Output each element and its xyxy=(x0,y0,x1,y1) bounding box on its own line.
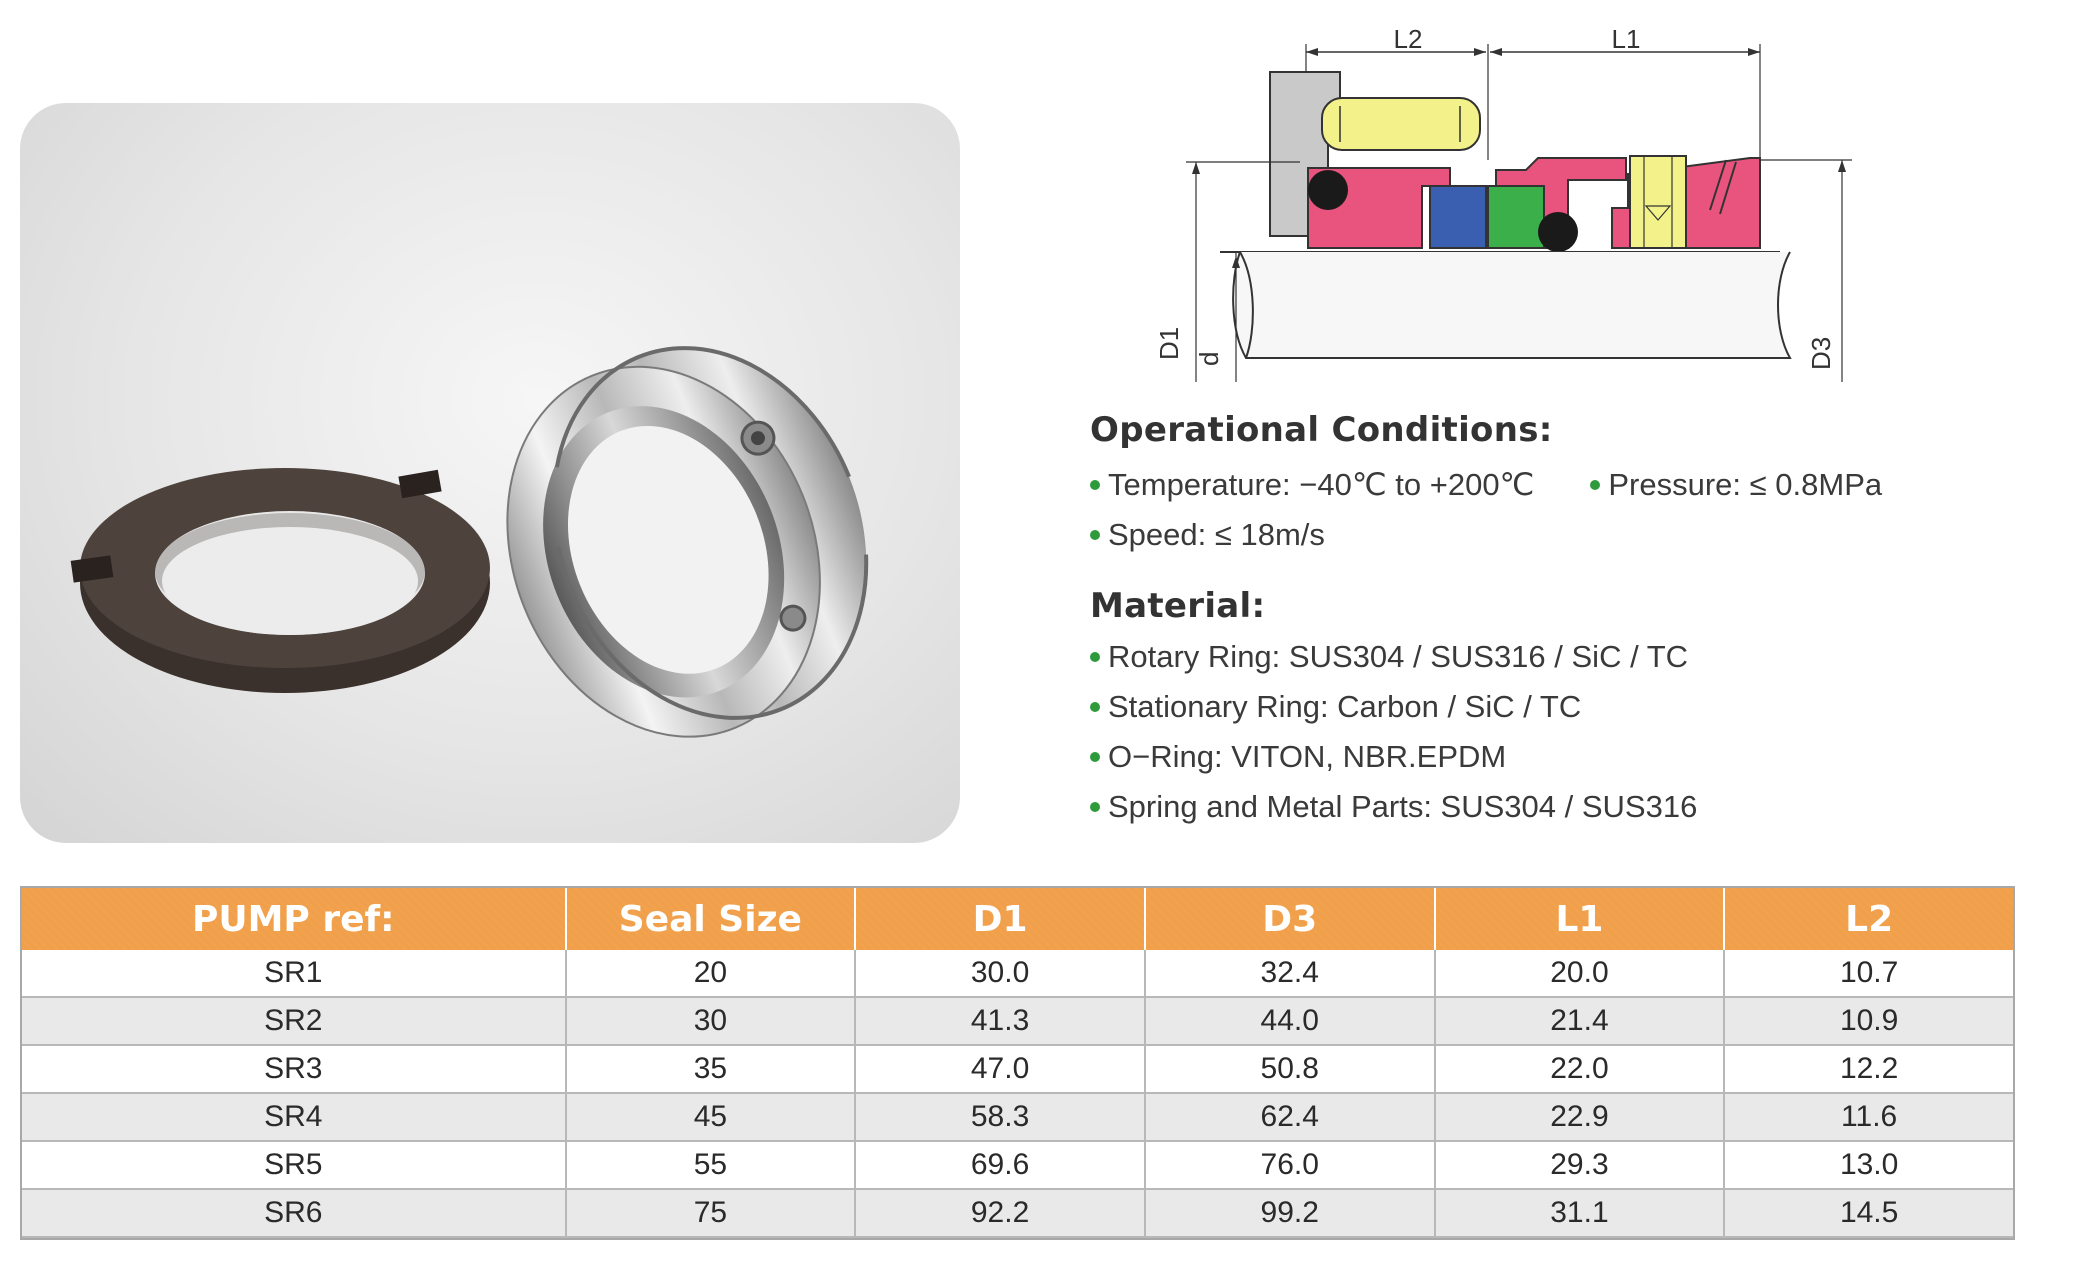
header-l1: L1 xyxy=(1435,888,1725,950)
header-l2: L2 xyxy=(1724,888,2013,950)
pressure-item xyxy=(1590,467,1882,503)
cell-l1: 21.4 xyxy=(1435,997,1725,1045)
table-row xyxy=(22,950,2013,997)
table-row xyxy=(22,1093,2013,1141)
dimension-diagram xyxy=(1154,10,1900,390)
material-text: Stationary Ring: Carbon / SiC / TC xyxy=(1108,689,1582,724)
table-row xyxy=(22,1189,2013,1237)
cell-seal-size: 75 xyxy=(566,1189,856,1237)
pressure-text: Pressure: ≤ 0.8MPa xyxy=(1608,467,1883,502)
table-row xyxy=(22,1141,2013,1189)
cell-d1: 30.0 xyxy=(855,950,1145,997)
label-l1: L1 xyxy=(1611,24,1641,54)
cell-l2: 14.5 xyxy=(1724,1189,2013,1237)
cell-pump-ref: SR6 xyxy=(22,1189,566,1237)
cell-d1: 47.0 xyxy=(855,1045,1145,1093)
material-section xyxy=(1090,586,2070,832)
cell-seal-size: 35 xyxy=(566,1045,856,1093)
bullet-icon xyxy=(1090,802,1100,812)
cell-d1: 58.3 xyxy=(855,1093,1145,1141)
temperature-text: Temperature: −40℃ to +200℃ xyxy=(1108,467,1535,502)
header-d1: D1 xyxy=(855,888,1145,950)
header-seal-size: Seal Size xyxy=(566,888,856,950)
bullet-icon xyxy=(1590,480,1600,490)
cell-d1: 69.6 xyxy=(855,1141,1145,1189)
cell-d3: 32.4 xyxy=(1145,950,1435,997)
cell-l2: 10.7 xyxy=(1724,950,2013,997)
table-header-row xyxy=(22,888,2013,950)
material-item xyxy=(1090,732,2070,782)
label-l2: L2 xyxy=(1393,24,1423,54)
header-pump-ref: PUMP ref: xyxy=(22,888,566,950)
cell-d3: 50.8 xyxy=(1145,1045,1435,1093)
material-title: Material: xyxy=(1090,586,1266,626)
cell-l2: 10.9 xyxy=(1724,997,2013,1045)
bullet-icon xyxy=(1090,752,1100,762)
cell-l1: 22.0 xyxy=(1435,1045,1725,1093)
table-row xyxy=(22,997,2013,1045)
operational-conditions xyxy=(1090,410,2070,560)
speed-item xyxy=(1090,510,2070,560)
cell-l2: 11.6 xyxy=(1724,1093,2013,1141)
material-text: Spring and Metal Parts: SUS304 / SUS316 xyxy=(1108,789,1698,824)
bullet-icon xyxy=(1090,652,1100,662)
material-text: O−Ring: VITON, NBR.EPDM xyxy=(1108,739,1507,774)
stationary-ring-image xyxy=(71,468,490,693)
material-item xyxy=(1090,782,2070,832)
cell-l1: 20.0 xyxy=(1435,950,1725,997)
cell-pump-ref: SR3 xyxy=(22,1045,566,1093)
specifications xyxy=(1090,410,2070,832)
operational-title: Operational Conditions: xyxy=(1090,410,1553,450)
cell-l2: 13.0 xyxy=(1724,1141,2013,1189)
table-row xyxy=(22,1045,2013,1093)
label-d: d xyxy=(1194,351,1224,366)
cell-l1: 29.3 xyxy=(1435,1141,1725,1189)
rotary-seal-image xyxy=(453,301,920,784)
table-frame xyxy=(20,886,2015,1240)
cell-d3: 76.0 xyxy=(1145,1141,1435,1189)
cell-l1: 31.1 xyxy=(1435,1189,1725,1237)
label-d1: D1 xyxy=(1154,326,1184,360)
material-item xyxy=(1090,682,2070,732)
cell-d1: 92.2 xyxy=(855,1189,1145,1237)
cell-pump-ref: SR2 xyxy=(22,997,566,1045)
header-d3: D3 xyxy=(1145,888,1435,950)
speed-text: Speed: ≤ 18m/s xyxy=(1108,517,1325,552)
cell-pump-ref: SR1 xyxy=(22,950,566,997)
conditions-row xyxy=(1090,460,2070,510)
cell-pump-ref: SR5 xyxy=(22,1141,566,1189)
temperature-item xyxy=(1090,467,1534,503)
cell-d3: 62.4 xyxy=(1145,1093,1435,1141)
cell-seal-size: 45 xyxy=(566,1093,856,1141)
dimensions-table xyxy=(20,886,2015,1240)
cell-pump-ref: SR4 xyxy=(22,1093,566,1141)
label-d3: D3 xyxy=(1806,336,1836,370)
cell-d3: 99.2 xyxy=(1145,1189,1435,1237)
cell-d1: 41.3 xyxy=(855,997,1145,1045)
cell-l1: 22.9 xyxy=(1435,1093,1725,1141)
mechanical-seal-image xyxy=(20,103,960,843)
material-item xyxy=(1090,632,2070,682)
bullet-icon xyxy=(1090,480,1100,490)
size-table xyxy=(22,888,2013,1238)
bullet-icon xyxy=(1090,702,1100,712)
seal-cross-section-drawing xyxy=(1154,10,1900,390)
material-text: Rotary Ring: SUS304 / SUS316 / SiC / TC xyxy=(1108,639,1689,674)
bullet-icon xyxy=(1090,530,1100,540)
cell-l2: 12.2 xyxy=(1724,1045,2013,1093)
cell-d3: 44.0 xyxy=(1145,997,1435,1045)
cell-seal-size: 20 xyxy=(566,950,856,997)
product-photo xyxy=(20,103,960,843)
cell-seal-size: 55 xyxy=(566,1141,856,1189)
cell-seal-size: 30 xyxy=(566,997,856,1045)
